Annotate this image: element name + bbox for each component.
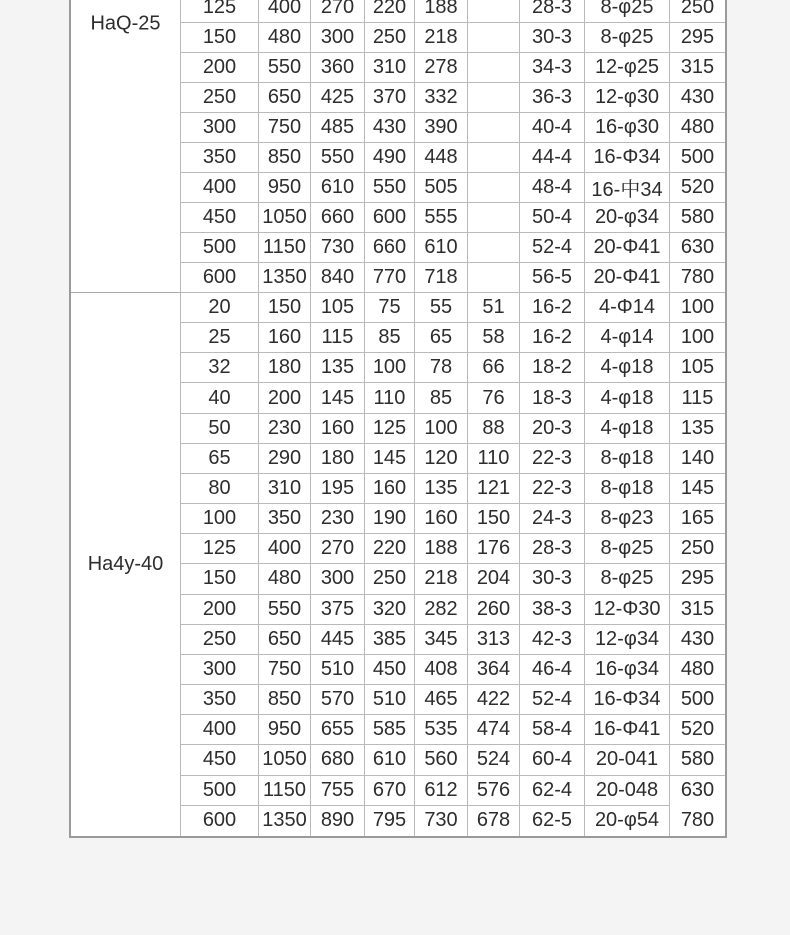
table-cell: 65 [181,444,259,474]
table-cell: 550 [259,595,311,625]
table-cell: 490 [365,143,415,173]
table-cell: 422 [468,685,520,715]
table-cell: 100 [365,353,415,383]
table-cell: 430 [670,625,725,655]
table-cell: 550 [365,173,415,203]
table-cell: 230 [259,414,311,444]
table-cell: 135 [415,474,468,504]
table-cell: 315 [670,595,725,625]
table-cell: 4-Φ14 [585,293,670,323]
table-cell: 8-φ25 [585,0,670,23]
table-cell: 51 [468,293,520,323]
table-cell: 44-4 [520,143,585,173]
table-cell [468,263,520,293]
table-cell: 1350 [259,806,311,836]
table-cell: 310 [259,474,311,504]
table-cell: 200 [259,383,311,413]
table-cell: 950 [259,715,311,745]
table-cell: 485 [311,113,365,143]
table-cell: 36-3 [520,83,585,113]
table-cell: 125 [181,0,259,23]
table-cell: 30-3 [520,564,585,594]
table-cell: 250 [365,23,415,53]
table-cell: 145 [311,383,365,413]
table-cell: 448 [415,143,468,173]
table-cell: 678 [468,806,520,836]
table-cell: 12-φ34 [585,625,670,655]
table-cell: 550 [259,53,311,83]
table-cell: 75 [365,293,415,323]
table-cell: 121 [468,474,520,504]
table-cell: 660 [311,203,365,233]
table-cell: 510 [365,685,415,715]
table-cell: 250 [670,534,725,564]
table-cell: 58-4 [520,715,585,745]
table-cell: 40-4 [520,113,585,143]
table-cell: 474 [468,715,520,745]
table-cell: 500 [181,776,259,806]
model-label: HaQ-25 [90,12,161,35]
table-cell: 315 [670,53,725,83]
table-cell: 100 [181,504,259,534]
table-cell: 390 [415,113,468,143]
table-cell: 250 [670,0,725,23]
table-cell: 180 [311,444,365,474]
table-cell: 320 [365,595,415,625]
table-cell: 250 [365,564,415,594]
table-cell: 150 [181,564,259,594]
table-cell: 250 [181,83,259,113]
table-cell: 38-3 [520,595,585,625]
table-cell: 795 [365,806,415,836]
table-cell [468,83,520,113]
table-cell: 85 [415,383,468,413]
table-cell: 180 [259,353,311,383]
table-cell: 850 [259,143,311,173]
table-cell: 450 [365,655,415,685]
table-cell: 610 [415,233,468,263]
table-cell: 42-3 [520,625,585,655]
table-cell: 375 [311,595,365,625]
table-cell: 580 [670,745,725,775]
table-cell: 1150 [259,776,311,806]
table-cell: 135 [311,353,365,383]
table-cell: 16-中34 [585,173,670,203]
table-cell: 204 [468,564,520,594]
table-cell: 425 [311,83,365,113]
table-cell: 20-041 [585,745,670,775]
table-cell: 65 [415,323,468,353]
table-cell: 680 [311,745,365,775]
table-cell: 535 [415,715,468,745]
table-cell [468,143,520,173]
table-cell: 480 [259,564,311,594]
table-cell: 500 [670,143,725,173]
table-cell: 730 [311,233,365,263]
table-cell: 755 [311,776,365,806]
table-cell: 450 [181,203,259,233]
table-cell: 270 [311,0,365,23]
table-cell: 22-3 [520,444,585,474]
table-cell: 650 [259,83,311,113]
table-cell: 4-φ18 [585,383,670,413]
table-cell: 220 [365,534,415,564]
table-cell: 55 [415,293,468,323]
table-cell: 50-4 [520,203,585,233]
table-cell: 576 [468,776,520,806]
table-cell [468,203,520,233]
table-cell: 150 [468,504,520,534]
model-label: Ha4y-40 [87,552,164,575]
table-cell: 400 [259,534,311,564]
table-cell: 218 [415,564,468,594]
table-cell: 16-φ30 [585,113,670,143]
table-cell: 385 [365,625,415,655]
table-cell: 630 [680,779,715,802]
table-cell: 780 [680,809,715,832]
table-cell: 200 [181,595,259,625]
table-cell: 8-φ25 [585,564,670,594]
table-cell: 52-4 [520,233,585,263]
table-cell: 80 [181,474,259,504]
table-cell: 125 [181,534,259,564]
table-cell: 295 [670,564,725,594]
table-cell [468,113,520,143]
table-cell: 430 [365,113,415,143]
table-cell: 520 [670,173,725,203]
table-cell [468,53,520,83]
table-cell: 160 [365,474,415,504]
table-cell: 890 [311,806,365,836]
table-cell: 105 [670,353,725,383]
table-cell: 630 [670,233,725,263]
table-cell: 600 [181,806,259,836]
table-cell: 60-4 [520,745,585,775]
table-cell: 46-4 [520,655,585,685]
table-cell: 560 [415,745,468,775]
table-cell: 750 [259,113,311,143]
table-cell: 8-φ25 [585,23,670,53]
table-cell: 115 [311,323,365,353]
table-cell: 400 [259,0,311,23]
table-cell: 100 [415,414,468,444]
table-cell: 34-3 [520,53,585,83]
table-cell: 220 [365,0,415,23]
table-cell: 350 [181,143,259,173]
table-cell: 445 [311,625,365,655]
table-cell: 570 [311,685,365,715]
table-cell: 32 [181,353,259,383]
table-cell: 505 [415,173,468,203]
table-cell: 282 [415,595,468,625]
table-cell: 450 [181,745,259,775]
table-cell: 1350 [259,263,311,293]
table-cell: 20-φ54 [585,806,670,836]
table-cell: 600 [365,203,415,233]
table-cell: 300 [181,113,259,143]
table-cell: 655 [311,715,365,745]
table-cell: 430 [670,83,725,113]
table-cell: 520 [670,715,725,745]
table-cell: 190 [365,504,415,534]
table-cell: 510 [311,655,365,685]
table-cell: 8-φ18 [585,474,670,504]
table-cell: 610 [365,745,415,775]
table-cell: 550 [311,143,365,173]
table-cell: 780 [670,263,725,293]
table-cell: 62-5 [520,806,585,836]
table-cell: 195 [311,474,365,504]
table-cell: 12-φ25 [585,53,670,83]
table-cell: 400 [181,715,259,745]
table-cell: 110 [468,444,520,474]
table-cell: 218 [415,23,468,53]
table-cell: 16-φ34 [585,655,670,685]
table-cell: 585 [365,715,415,745]
table-cell: 350 [181,685,259,715]
table-cell: 555 [415,203,468,233]
table-cell: 145 [670,474,725,504]
table-cell: 360 [311,53,365,83]
table-cell: 612 [415,776,468,806]
table-cell: 100 [670,323,725,353]
table-cell: 135 [670,414,725,444]
table-cell: 30-3 [520,23,585,53]
table-cell: 50 [181,414,259,444]
table-cell: 1050 [259,203,311,233]
table-cell: 300 [311,23,365,53]
table-cell: 200 [181,53,259,83]
table-cell: 290 [259,444,311,474]
table-cell: 8-φ23 [585,504,670,534]
table-cell: 270 [311,534,365,564]
table-cell: 25 [181,323,259,353]
table-cell: 85 [365,323,415,353]
table-cell: 40 [181,383,259,413]
table-cell: 950 [259,173,311,203]
table-cell: 16-Φ34 [585,685,670,715]
table-cell: 718 [415,263,468,293]
table-cell: 110 [365,383,415,413]
table-cell: 1150 [259,233,311,263]
table-section-ha4y40 [71,293,725,836]
table-cell: 370 [365,83,415,113]
table-cell: 364 [468,655,520,685]
table-cell: 28-3 [520,534,585,564]
table-cell: 310 [365,53,415,83]
table-cell: 580 [670,203,725,233]
table-cell: 730 [415,806,468,836]
table-cell: 660 [365,233,415,263]
table-cell: 160 [311,414,365,444]
table-cell: 52-4 [520,685,585,715]
table-cell: 332 [415,83,468,113]
table-cell: 850 [259,685,311,715]
table-cell: 278 [415,53,468,83]
table-cell: 295 [670,23,725,53]
table-cell: 345 [415,625,468,655]
table-cell: 100 [670,293,725,323]
table-cell: 770 [365,263,415,293]
table-cell: 176 [468,534,520,564]
table-cell: 125 [365,414,415,444]
table-cell: 650 [259,625,311,655]
table-cell: 12-Φ30 [585,595,670,625]
table-cell: 300 [181,655,259,685]
table-cell: 16-Φ34 [585,143,670,173]
table-cell: 480 [670,655,725,685]
table-cell [468,233,520,263]
table-cell [468,23,520,53]
table-cell: 350 [259,504,311,534]
table-cell [468,173,520,203]
table-cell: 250 [181,625,259,655]
table-cell: 400 [181,173,259,203]
table-cell: 600 [181,263,259,293]
table-cell: 260 [468,595,520,625]
table-cell: 150 [181,23,259,53]
table-cell: 670 [365,776,415,806]
table-cell: 408 [415,655,468,685]
table-cell: 20-Φ41 [585,263,670,293]
table-cell: 66 [468,353,520,383]
table-cell: 840 [311,263,365,293]
table-cell: 78 [415,353,468,383]
table-cell: 465 [415,685,468,715]
table-cell: 500 [670,685,725,715]
table-cell: 12-φ30 [585,83,670,113]
table-cell: 120 [415,444,468,474]
table-cell: 88 [468,414,520,444]
table-cell: 115 [670,383,725,413]
table-cell: 230 [311,504,365,534]
table-cell: 160 [259,323,311,353]
table-cell: 16-2 [520,323,585,353]
table-cell: 500 [181,233,259,263]
table-cell: 150 [259,293,311,323]
table-cell: 1050 [259,745,311,775]
table-cell: 62-4 [520,776,585,806]
table-cell [468,0,520,23]
table-cell: 24-3 [520,504,585,534]
table-cell: 750 [259,655,311,685]
table-cell: 48-4 [520,173,585,203]
table-cell: 20-Φ41 [585,233,670,263]
model-label-cell [71,0,181,293]
table-cell: 524 [468,745,520,775]
table-cell: 76 [468,383,520,413]
dimension-spec-table [69,0,727,838]
table-cell: 20-φ34 [585,203,670,233]
table-cell: 16-Φ41 [585,715,670,745]
table-cell: 20-3 [520,414,585,444]
table-cell: 20-048 [585,776,670,806]
table-cell: 28-3 [520,0,585,23]
table-cell: 20 [181,293,259,323]
table-cell: 480 [670,113,725,143]
table-cell: 313 [468,625,520,655]
table-cell: 8-φ25 [585,534,670,564]
table-cell: 105 [311,293,365,323]
table-cell: 480 [259,23,311,53]
table-cell: 188 [415,0,468,23]
table-cell: 4-φ14 [585,323,670,353]
table-cell: 58 [468,323,520,353]
table-cell: 8-φ18 [585,444,670,474]
table-cell: 18-3 [520,383,585,413]
table-cell: 56-5 [520,263,585,293]
table-cell: 145 [365,444,415,474]
table-cell: 165 [670,504,725,534]
table-cell: 4-φ18 [585,353,670,383]
table-cell: 140 [670,444,725,474]
model-label-cell [71,293,181,836]
table-cell: 610 [311,173,365,203]
table-cell: 16-2 [520,293,585,323]
table-cell: 22-3 [520,474,585,504]
table-cell: 4-φ18 [585,414,670,444]
table-cell: 300 [311,564,365,594]
table-section-haq25 [71,0,725,293]
table-cell: 188 [415,534,468,564]
table-cell: 18-2 [520,353,585,383]
table-cell: 160 [415,504,468,534]
